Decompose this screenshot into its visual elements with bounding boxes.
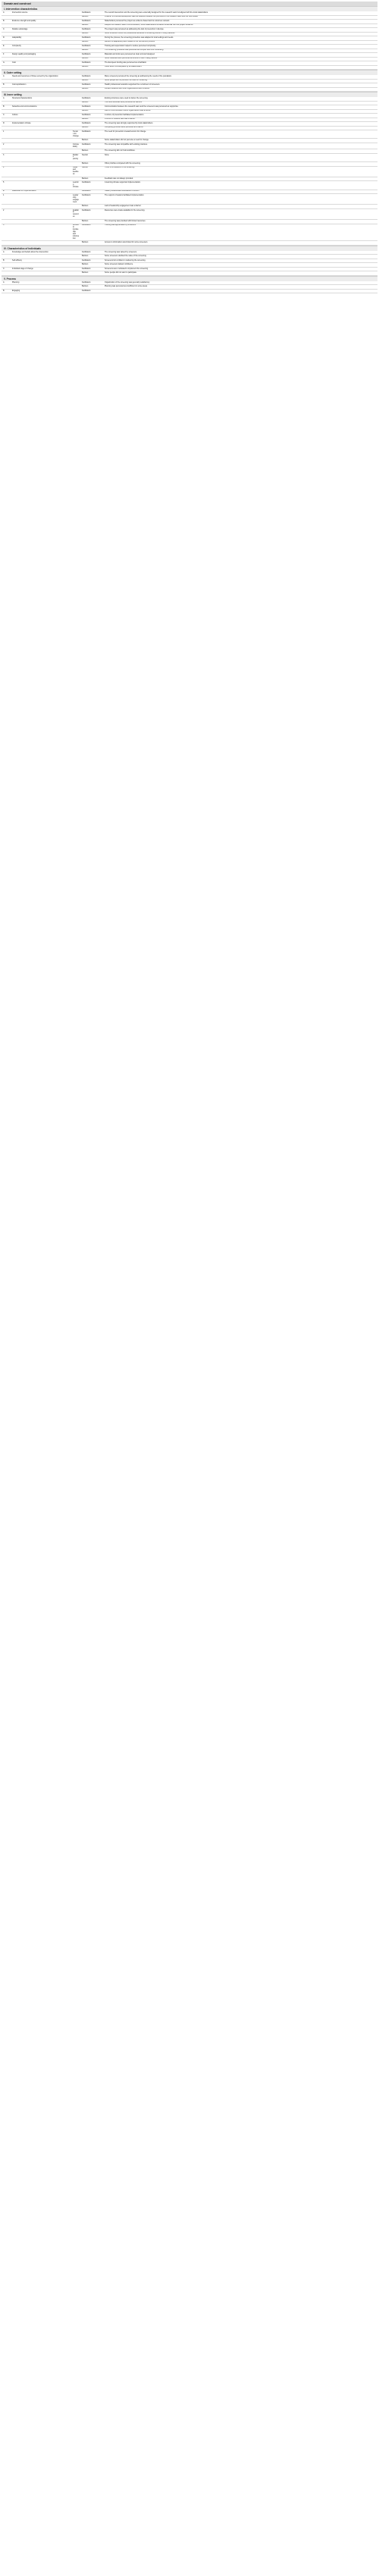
row-description: The screening did not fit all workflows. xyxy=(103,149,377,154)
section-title: IV. Characteristics of individuals xyxy=(2,246,377,251)
row-description: The European funding was perceived as a facilitator. xyxy=(103,61,377,66)
row-code: A xyxy=(2,251,11,255)
row-type: Facilitators xyxy=(80,61,103,66)
row-description: Screeners were motivated to implement the screening. xyxy=(103,267,377,271)
row-description: There is no advance in the screening. xyxy=(103,166,377,177)
row-description: Some stakeholders did not perceive a need for change. xyxy=(103,139,377,143)
row-description xyxy=(103,289,377,293)
row-code: A xyxy=(2,97,11,101)
row-type: Barriers xyxy=(80,49,103,53)
row-subconstruct: Goals and feedback xyxy=(71,166,80,177)
row-subconstruct: Tension for change xyxy=(71,130,80,139)
row-construct xyxy=(11,65,71,70)
row-description: Existing structures were used to deliver the screening. xyxy=(103,97,377,101)
row-description: Access to information was limited for some screeners. xyxy=(103,241,377,246)
table-row xyxy=(2,181,377,190)
section-table xyxy=(2,75,377,92)
row-construct: Intervention source xyxy=(11,11,71,15)
row-description: The screening was provided with limited resources. xyxy=(103,220,377,224)
row-description: Limited networks with other organizations were a barrier. xyxy=(103,87,377,92)
row-description: Health professional networks supported the recruitment of screeners. xyxy=(103,83,377,88)
row-description: Screeners felt confident in delivering the screening. xyxy=(103,259,377,263)
row-subconstruct: Relative priority xyxy=(71,153,80,161)
row-type: Barriers xyxy=(80,126,103,130)
row-subconstruct: Compatibility xyxy=(71,143,80,149)
row-type: Facilitators xyxy=(80,289,103,293)
row-description: Materials and tools were perceived as clear and well designed. xyxy=(103,53,377,58)
row-construct: Readiness for implementation xyxy=(11,190,71,194)
row-construct xyxy=(11,224,71,241)
row-subconstruct: Available resources xyxy=(71,208,80,219)
row-description: The overall intervention and the screening were externally designed for the research team but aligned with the local stakeholders. xyxy=(103,11,377,15)
row-construct: Cosmopolitanism xyxy=(11,83,71,88)
section-title: III. Inner setting xyxy=(2,92,377,97)
row-construct: Evidence strength and quality xyxy=(11,20,71,24)
row-type: Barriers xyxy=(80,109,103,114)
row-subconstruct: Access to knowledge and information xyxy=(71,224,80,241)
row-construct: Knowledge and beliefs about the intervention xyxy=(11,251,71,255)
table-row xyxy=(2,143,377,149)
row-type: Facilitators xyxy=(80,53,103,58)
section-title: II. Outer setting xyxy=(2,70,377,75)
row-code: 2 xyxy=(2,208,11,219)
row-type: Barriers xyxy=(80,40,103,45)
table-row xyxy=(2,241,377,246)
row-description: A barrier for internal development was the distance between the promoters of the research team and the CDR areas. xyxy=(103,15,377,20)
row-description: Organization of the screening was generally satisfactory. xyxy=(103,281,377,285)
row-type: Facilitators xyxy=(80,36,103,41)
row-construct xyxy=(11,153,71,161)
row-type: Barriers xyxy=(80,263,103,268)
section-title: I. Intervention characteristics xyxy=(2,6,377,11)
row-construct: Networks and communications xyxy=(11,105,71,110)
row-code xyxy=(2,87,11,92)
row-construct: Culture xyxy=(11,114,71,118)
row-code: B xyxy=(2,83,11,88)
row-description: The project was perceived as addressing the lack of prevention in Europe. xyxy=(103,28,377,33)
row-construct xyxy=(11,208,71,219)
row-type: Facilitators xyxy=(80,181,103,190)
row-type: Facilitators xyxy=(80,130,103,139)
table-row xyxy=(2,289,377,293)
row-description: Training was appreciated by screeners. xyxy=(103,224,377,241)
row-type: Facilitators xyxy=(80,259,103,263)
row-code: A xyxy=(2,11,11,15)
row-type: Barriers xyxy=(80,255,103,259)
row-type: Facilitators xyxy=(80,281,103,285)
table-row xyxy=(2,130,377,139)
row-description: The screening procedure was perceived as complex and time consuming. xyxy=(103,49,377,53)
row-description: The need for prevention created tension for change. xyxy=(103,130,377,139)
row-type: Facilitators xyxy=(80,208,103,219)
table-body xyxy=(2,6,377,293)
row-subconstruct xyxy=(71,87,80,92)
table-container xyxy=(2,2,377,293)
row-type: Barriers xyxy=(80,118,103,122)
row-description: Health professionals volunteered to screen. xyxy=(103,190,377,194)
row-description: Some people did not perceive the need for screening. xyxy=(103,79,377,83)
row-type: Barriers xyxy=(80,32,103,36)
row-construct: Planning xyxy=(11,281,71,285)
row-type: Barriers xyxy=(80,15,103,20)
row-construct: Implementation climate xyxy=(11,122,71,127)
row-construct xyxy=(11,143,71,149)
row-code: 1 xyxy=(2,194,11,205)
row-code: E xyxy=(2,45,11,49)
section-title: V. Process xyxy=(2,276,377,281)
row-subconstruct xyxy=(71,241,80,246)
row-description: Some screeners found the professional demands of screening difficult in busy practices. xyxy=(103,32,377,36)
row-description: Some people did not want to participate. xyxy=(103,271,377,276)
row-code: 4 xyxy=(2,166,11,177)
row-description: The screening was compatible with existing practices. xyxy=(103,143,377,149)
row-code xyxy=(2,241,11,246)
row-type: Facilitators xyxy=(80,190,103,194)
row-description: Some screeners lacked confidence. xyxy=(103,263,377,268)
row-subconstruct: Leadership engagement xyxy=(71,194,80,205)
row-type: Barriers xyxy=(80,241,103,246)
row-code: B xyxy=(2,259,11,263)
row-description: A culture of prevention facilitated implementation. xyxy=(103,114,377,118)
column-header: Domain and construct xyxy=(4,2,31,5)
row-construct: Needs and resources of those served by the organization xyxy=(11,75,71,79)
row-code: 5 xyxy=(2,181,11,190)
table-row xyxy=(2,166,377,177)
row-description: Planning was perceived as insufficient in some areas. xyxy=(103,285,377,290)
row-construct xyxy=(11,241,71,246)
row-subconstruct: Learning climate xyxy=(71,181,80,190)
row-description: Despite the research team's communication, some stakeholders remained unfamiliar with the project evidence. xyxy=(103,24,377,28)
row-type: Barriers xyxy=(80,220,103,224)
row-type: Barriers xyxy=(80,149,103,154)
row-description: The screening was valued by screeners. xyxy=(103,251,377,255)
row-type: Facilitators xyxy=(80,114,103,118)
row-description: The screening was strongly supported by local stakeholders. xyxy=(103,122,377,127)
row-type: Facilitators xyxy=(80,20,103,24)
row-construct: Complexity xyxy=(11,45,71,49)
row-construct xyxy=(11,87,71,92)
row-code: 1 xyxy=(2,130,11,139)
row-code: C xyxy=(2,28,11,33)
row-type: Facilitators xyxy=(80,83,103,88)
row-code: E xyxy=(2,190,11,194)
row-subconstruct xyxy=(71,289,80,293)
row-description: Stakeholders perceived the project as evidence based and its outcomes relevant. xyxy=(103,20,377,24)
row-construct: Adaptability xyxy=(11,36,71,41)
row-type: Facilitators xyxy=(80,194,103,205)
row-type: Neutral xyxy=(80,153,103,161)
row-type: Barriers xyxy=(80,162,103,167)
row-code: C xyxy=(2,114,11,118)
row-code: A xyxy=(2,281,11,285)
table-row xyxy=(2,87,377,92)
table-row xyxy=(2,224,377,241)
row-description: Time and workload were perceived as barriers. xyxy=(103,101,377,105)
row-description: Communication between the research team and the screeners was perceived as supportive. xyxy=(103,105,377,110)
row-type: Barriers xyxy=(80,87,103,92)
row-type: Barriers xyxy=(80,101,103,105)
row-description: None xyxy=(103,153,377,161)
row-code: G xyxy=(2,61,11,66)
row-description: Barriers to adaptability were related to the recruitment process. xyxy=(103,40,377,45)
row-code: 3 xyxy=(2,224,11,241)
row-code: D xyxy=(2,122,11,127)
row-construct: Relative advantage xyxy=(11,28,71,33)
row-construct xyxy=(11,166,71,177)
section-table xyxy=(2,11,377,70)
row-construct: Design quality and packaging xyxy=(11,53,71,58)
row-type: Facilitators xyxy=(80,97,103,101)
section-table xyxy=(2,97,377,246)
row-description: Some screeners doubted the value of the screening. xyxy=(103,255,377,259)
row-type: Barriers xyxy=(80,24,103,28)
row-construct xyxy=(11,271,71,276)
row-construct: Engaging xyxy=(11,289,71,293)
row-type: Barriers xyxy=(80,139,103,143)
row-subconstruct xyxy=(71,65,80,70)
row-type: Facilitators xyxy=(80,11,103,15)
row-type: Facilitators xyxy=(80,143,103,149)
row-construct xyxy=(11,130,71,139)
row-code: C xyxy=(2,267,11,271)
row-code xyxy=(2,65,11,70)
row-description: Competing priorities were perceived as a barrier. xyxy=(103,126,377,130)
row-subconstruct xyxy=(71,271,80,276)
table-row xyxy=(2,153,377,161)
row-type: Facilitators xyxy=(80,224,103,241)
row-code: 3 xyxy=(2,153,11,161)
table-row xyxy=(2,271,377,276)
row-construct: Self-efficacy xyxy=(11,259,71,263)
row-description: Other priorities competed with the screening. xyxy=(103,162,377,167)
row-construct: Structural characteristics xyxy=(11,97,71,101)
row-type: Barriers xyxy=(80,177,103,181)
row-type: Barriers xyxy=(80,79,103,83)
row-code: B xyxy=(2,289,11,293)
section-table xyxy=(2,251,377,276)
row-code: D xyxy=(2,36,11,41)
row-code: B xyxy=(2,20,11,24)
row-description: Training and supervision helped to reduce perceived complexity. xyxy=(103,45,377,49)
row-type: Barriers xyxy=(80,65,103,70)
row-code xyxy=(2,271,11,276)
table-row xyxy=(2,194,377,205)
row-construct xyxy=(11,181,71,190)
table-row xyxy=(2,208,377,219)
row-description: Lack of communication within organizations was a barrier. xyxy=(103,109,377,114)
row-type: Facilitators xyxy=(80,45,103,49)
row-description: A focus on curative care was a barrier. xyxy=(103,118,377,122)
row-type: Barriers xyxy=(80,57,103,61)
row-description: Some materials were perceived as difficult to use in daily practice. xyxy=(103,57,377,61)
row-type: Facilitators xyxy=(80,75,103,79)
row-type: Barriers xyxy=(80,271,103,276)
row-construct: Individual stage of change xyxy=(11,267,71,271)
row-description: A learning climate supported implementation. xyxy=(103,181,377,190)
row-type: Facilitators xyxy=(80,251,103,255)
row-description: Lack of leadership engagement was a barrier. xyxy=(103,205,377,209)
row-code: 2 xyxy=(2,143,11,149)
row-description: The support of leaders facilitated implementation. xyxy=(103,194,377,205)
row-type: Barriers xyxy=(80,285,103,290)
row-construct: Cost xyxy=(11,61,71,66)
row-description: Feedback was not always provided. xyxy=(103,177,377,181)
row-type: Facilitators xyxy=(80,122,103,127)
row-code: B xyxy=(2,105,11,110)
row-code: A xyxy=(2,75,11,79)
row-type: Facilitators xyxy=(80,105,103,110)
row-description: During the process, the screening procedure was adapted to local settings and needs. xyxy=(103,36,377,41)
row-description: Costs were not anticipated by all stakeholders. xyxy=(103,65,377,70)
row-type: Facilitators xyxy=(80,267,103,271)
row-type: Facilitators xyxy=(80,28,103,33)
row-code: F xyxy=(2,53,11,58)
table-row xyxy=(2,65,377,70)
row-description: Resources were made available for the screening. xyxy=(103,208,377,219)
section-table xyxy=(2,281,377,294)
row-description: Many screeners perceived the screening as addressing the needs of the population. xyxy=(103,75,377,79)
row-type: Barriers xyxy=(80,205,103,209)
row-type: Neutral xyxy=(80,166,103,177)
row-construct xyxy=(11,194,71,205)
